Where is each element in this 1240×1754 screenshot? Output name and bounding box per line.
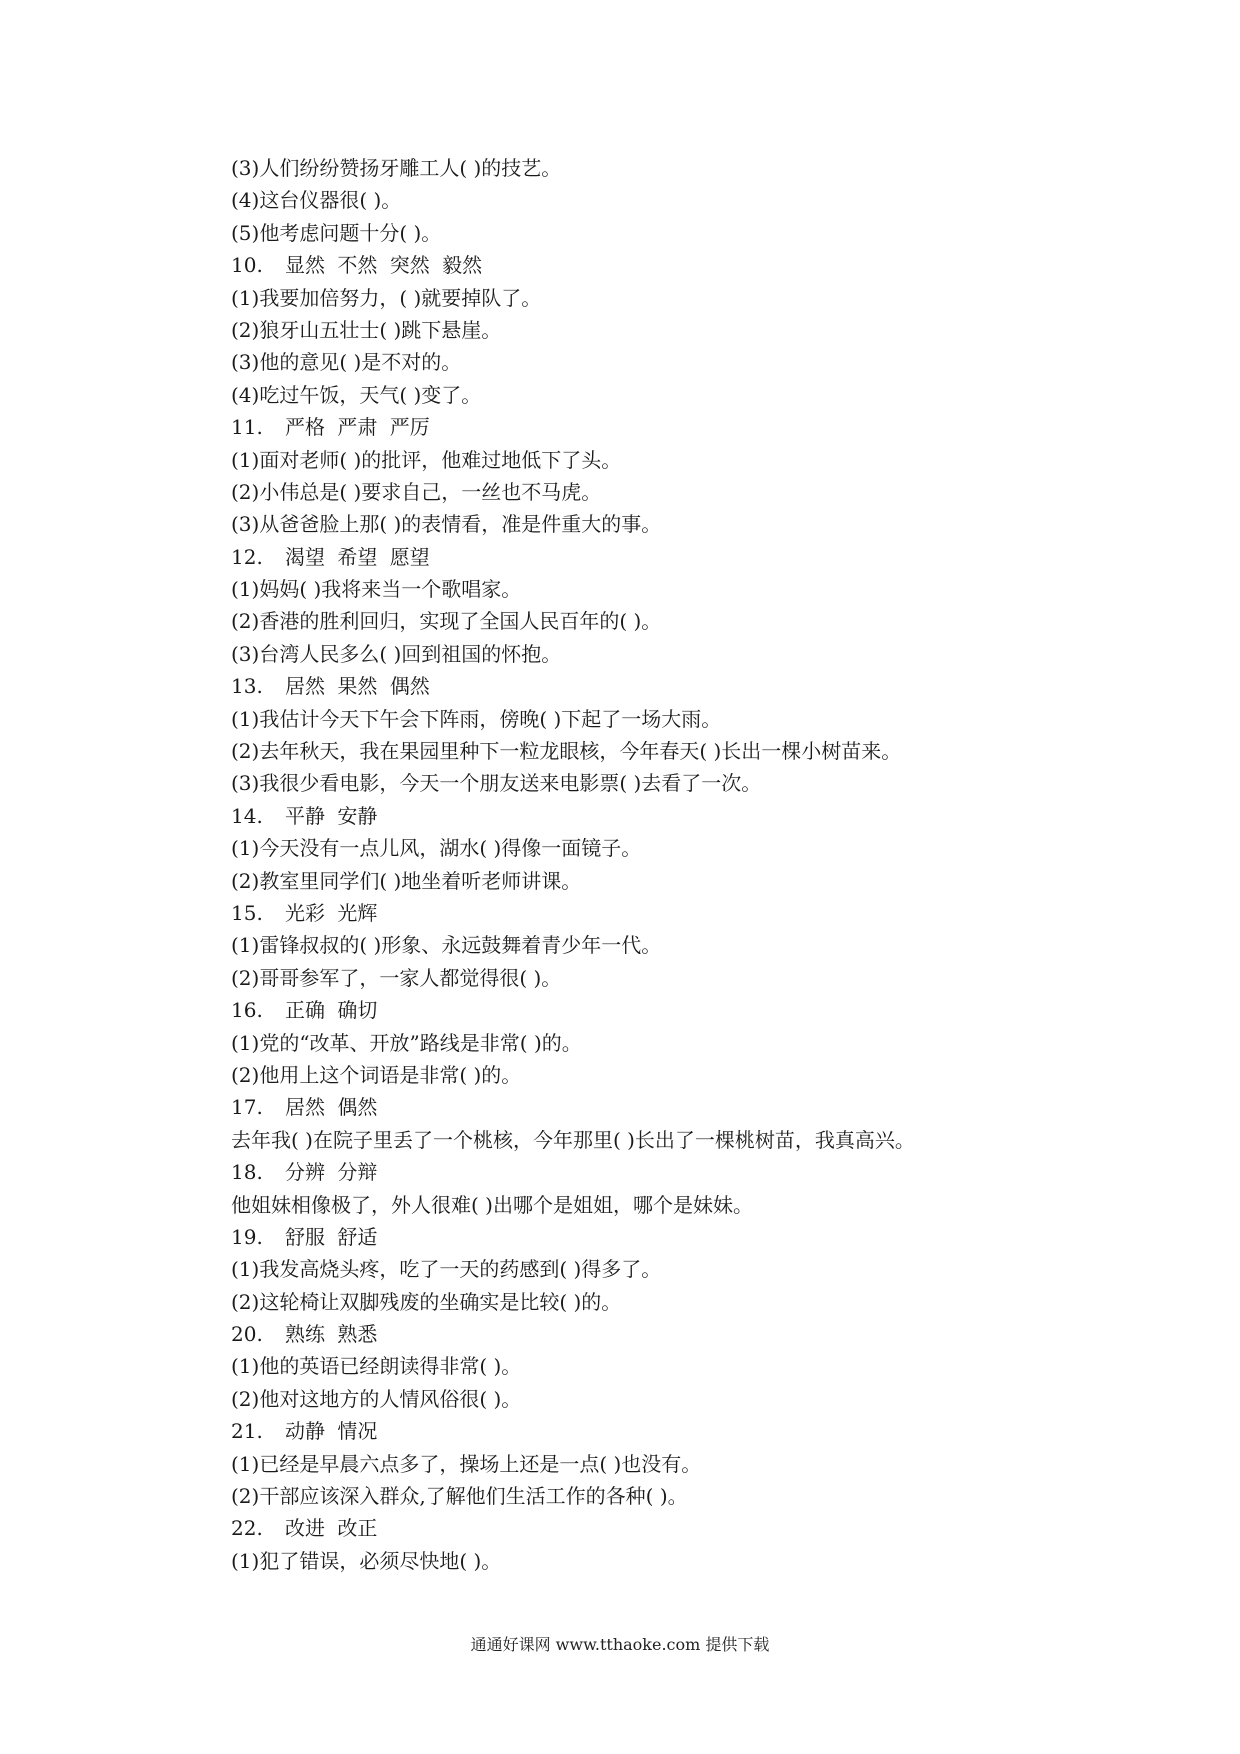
- word-choices: 居然 果然 偶然: [285, 674, 430, 699]
- question-number: 11.: [231, 415, 263, 440]
- question-number: 15.: [231, 900, 263, 925]
- word-choices: 严格 严肃 严厉: [285, 415, 430, 440]
- question-heading: [231, 249, 1211, 281]
- exercise-sentence: (2)这轮椅让双脚残废的坐确实是比较( )的。: [231, 1289, 622, 1314]
- word-choices: 改进 改正: [285, 1516, 378, 1541]
- exercise-sentence: (3)台湾人民多么( )回到祖国的怀抱。: [231, 641, 562, 666]
- exercise-sentence: (1)他的英语已经朗读得非常( )。: [231, 1354, 522, 1379]
- exercise-sentence: (1)我估计今天下午会下阵雨，傍晚( )下起了一场大雨。: [231, 706, 722, 731]
- question-heading: [231, 1512, 1211, 1544]
- exercise-sentence: 去年我( )在院子里丢了一个桃核，今年那里( )长出了一棵桃树苗，我真高兴。: [231, 1127, 915, 1152]
- question-number: 17.: [231, 1095, 263, 1120]
- exercise-sentence: (2)教室里同学们( )地坐着听老师讲课。: [231, 868, 582, 893]
- exercise-sentence: (2)他对这地方的人情风俗很( )。: [231, 1386, 522, 1411]
- exercise-sentence: (3)他的意见( )是不对的。: [231, 350, 462, 375]
- question-heading: [231, 541, 1211, 573]
- question-number: 20.: [231, 1322, 263, 1347]
- question-heading: [231, 994, 1211, 1026]
- exercise-sentence: (3)我很少看电影，今天一个朋友送来电影票( )去看了一次。: [231, 771, 762, 796]
- question-heading: [231, 1318, 1211, 1350]
- exercise-sentence: (2)干部应该深入群众,了解他们生活工作的各种( )。: [231, 1484, 688, 1509]
- exercise-sentence: (2)小伟总是( )要求自己，一丝也不马虎。: [231, 479, 602, 504]
- document-body: [231, 152, 1211, 1577]
- word-choices: 渴望 希望 愿望: [285, 544, 430, 569]
- word-choices: 动静 情况: [285, 1419, 378, 1444]
- exercise-sentence: (2)香港的胜利回归，实现了全国人民百年的( )。: [231, 609, 662, 634]
- word-choices: 熟练 熟悉: [285, 1322, 378, 1347]
- question-number: 18.: [231, 1160, 263, 1185]
- exercise-sentence: (4)吃过午饭，天气( )变了。: [231, 382, 482, 407]
- question-heading: [231, 897, 1211, 929]
- word-choices: 居然 偶然: [285, 1095, 378, 1120]
- question-number: 14.: [231, 803, 263, 828]
- question-number: 13.: [231, 674, 263, 699]
- question-heading: [231, 670, 1211, 702]
- word-choices: 显然 不然 突然 毅然: [285, 253, 483, 278]
- exercise-sentence: (2)他用上这个词语是非常( )的。: [231, 1062, 522, 1087]
- word-choices: 平静 安静: [285, 803, 378, 828]
- exercise-sentence: (1)雷锋叔叔的( )形象、永远鼓舞着青少年一代。: [231, 933, 662, 958]
- question-heading: [231, 800, 1211, 832]
- exercise-sentence: (2)去年秋天，我在果园里种下一粒龙眼核，今年春天( )长出一棵小树苗来。: [231, 739, 902, 764]
- exercise-sentence: (2)哥哥参军了，一家人都觉得很( )。: [231, 965, 562, 990]
- word-choices: 分辨 分辩: [285, 1160, 378, 1185]
- exercise-sentence: (1)妈妈( )我将来当一个歌唱家。: [231, 577, 522, 602]
- exercise-sentence: (1)今天没有一点儿风，湖水( )得像一面镜子。: [231, 836, 642, 861]
- question-heading: [231, 1156, 1211, 1188]
- exercise-sentence: (1)我要加倍努力，( )就要掉队了。: [231, 285, 542, 310]
- exercise-sentence: (3)人们纷纷赞扬牙雕工人( )的技艺。: [231, 156, 562, 180]
- exercise-sentence: (1)已经是早晨六点多了，操场上还是一点( )也没有。: [231, 1451, 702, 1476]
- question-number: 16.: [231, 998, 263, 1023]
- exercise-sentence: (1)党的“改革、开放”路线是非常( )的。: [231, 1030, 582, 1055]
- exercise-sentence: (5)他考虑问题十分( )。: [231, 220, 442, 245]
- word-choices: 正确 确切: [285, 998, 378, 1023]
- question-heading: [231, 1415, 1211, 1447]
- exercise-sentence: 他姐妹相像极了，外人很难( )出哪个是姐姐，哪个是妹妹。: [231, 1192, 753, 1217]
- word-choices: 舒服 舒适: [285, 1224, 378, 1249]
- exercise-sentence: (3)从爸爸脸上那( )的表情看，准是件重大的事。: [231, 512, 662, 537]
- question-number: 22.: [231, 1516, 263, 1541]
- question-heading: [231, 411, 1211, 443]
- exercise-sentence: (4)这台仪器很( )。: [231, 188, 402, 213]
- question-number: 19.: [231, 1224, 263, 1249]
- question-heading: [231, 1091, 1211, 1123]
- question-number: 10.: [231, 253, 263, 278]
- question-heading: [231, 1221, 1211, 1253]
- question-number: 21.: [231, 1419, 263, 1444]
- exercise-sentence: (1)面对老师( )的批评，他难过地低下了头。: [231, 447, 622, 472]
- exercise-sentence: (1)犯了错误，必须尽快地( )。: [231, 1548, 502, 1573]
- word-choices: 光彩 光辉: [285, 900, 378, 925]
- exercise-sentence: (1)我发高烧头疼，吃了一天的药感到( )得多了。: [231, 1257, 662, 1282]
- page-footer: 通通好课网 www.tthaoke.com 提供下载: [470, 1635, 770, 1654]
- exercise-sentence: (2)狼牙山五壮士( )跳下悬崖。: [231, 317, 502, 342]
- question-number: 12.: [231, 544, 263, 569]
